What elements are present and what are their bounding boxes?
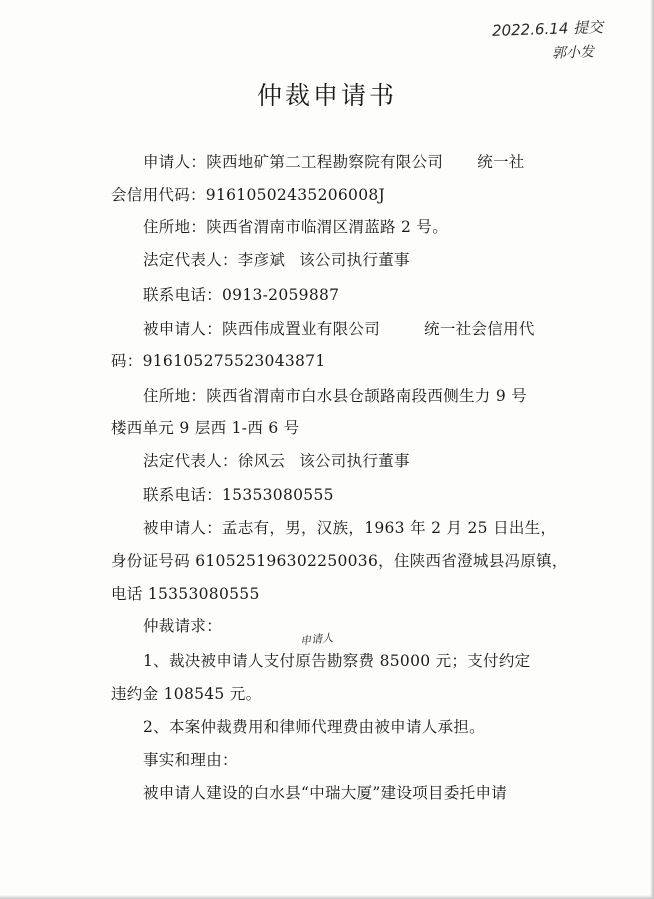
respondent2-id: 身份证号码 610525196302250036，住陕西省澄城县冯原镇， — [111, 552, 568, 570]
applicant-line — [143, 150, 525, 172]
applicant-address: 住所地：陕西省渭南市临渭区渭蓝路 2 号。 — [143, 218, 449, 236]
applicant-legal-rep — [143, 248, 410, 270]
claim-1-cont: 违约金 108545 元。 — [111, 685, 262, 703]
respondent1-address-cont: 楼西单元 9 层西 1-西 6 号 — [111, 419, 300, 437]
claims-heading: 仲裁请求： — [143, 617, 223, 635]
facts-heading: 事实和理由： — [143, 751, 238, 769]
respondent1-name: 被申请人：陕西伟成置业有限公司 — [143, 320, 381, 338]
page-title: 仲裁申请书 — [256, 81, 397, 110]
respondent2-line: 被申请人：孟志有，男，汉族，1963 年 2 月 25 日出生， — [143, 519, 557, 537]
scan-edge-right — [650, 0, 654, 899]
applicant-credit-code: 会信用代码：91610502435206008J — [111, 186, 386, 204]
handwritten-insertion: 申请人 — [299, 631, 334, 648]
scan-edge-bottom — [0, 895, 654, 899]
respondent1-address: 住所地：陕西省渭南市白水县仓颉路南段西侧生力 9 号 — [143, 387, 528, 405]
claim-1: 1、裁决被申请人支付原告勘察费 85000 元；支付约定 — [143, 652, 531, 670]
applicant-name: 申请人：陕西地矿第二工程勘察院有限公司 — [143, 153, 444, 171]
claim-2: 2、本案仲裁费用和律师代理费由被申请人承担。 — [143, 718, 485, 736]
respondent1-legal-rep — [143, 449, 410, 471]
respondent1-legal-rep-title: 该公司执行董事 — [299, 452, 410, 470]
respondent1-phone: 联系电话：15353080555 — [143, 486, 334, 504]
respondent1-credit-label: 统一社会信用代 — [424, 320, 535, 338]
respondent1-legal-rep-name: 法定代表人：徐风云 — [143, 452, 286, 470]
handwritten-date: 2022.6.14 提交 — [491, 18, 604, 40]
applicant-phone: 联系电话：0913-2059887 — [143, 286, 340, 304]
respondent1-line — [143, 317, 535, 339]
applicant-credit-label: 统一社 — [477, 153, 525, 171]
handwritten-signature: 郭小发 — [551, 44, 595, 62]
applicant-legal-rep-name: 法定代表人：李彦斌 — [143, 251, 286, 269]
applicant-legal-rep-title: 该公司执行董事 — [299, 251, 410, 269]
facts-paragraph: 被申请人建设的白水县“中瑞大厦”建设项目委托申请 — [143, 784, 508, 802]
respondent2-phone: 电话 15353080555 — [111, 585, 260, 603]
respondent1-credit-code: 码：916105275523043871 — [111, 352, 326, 370]
